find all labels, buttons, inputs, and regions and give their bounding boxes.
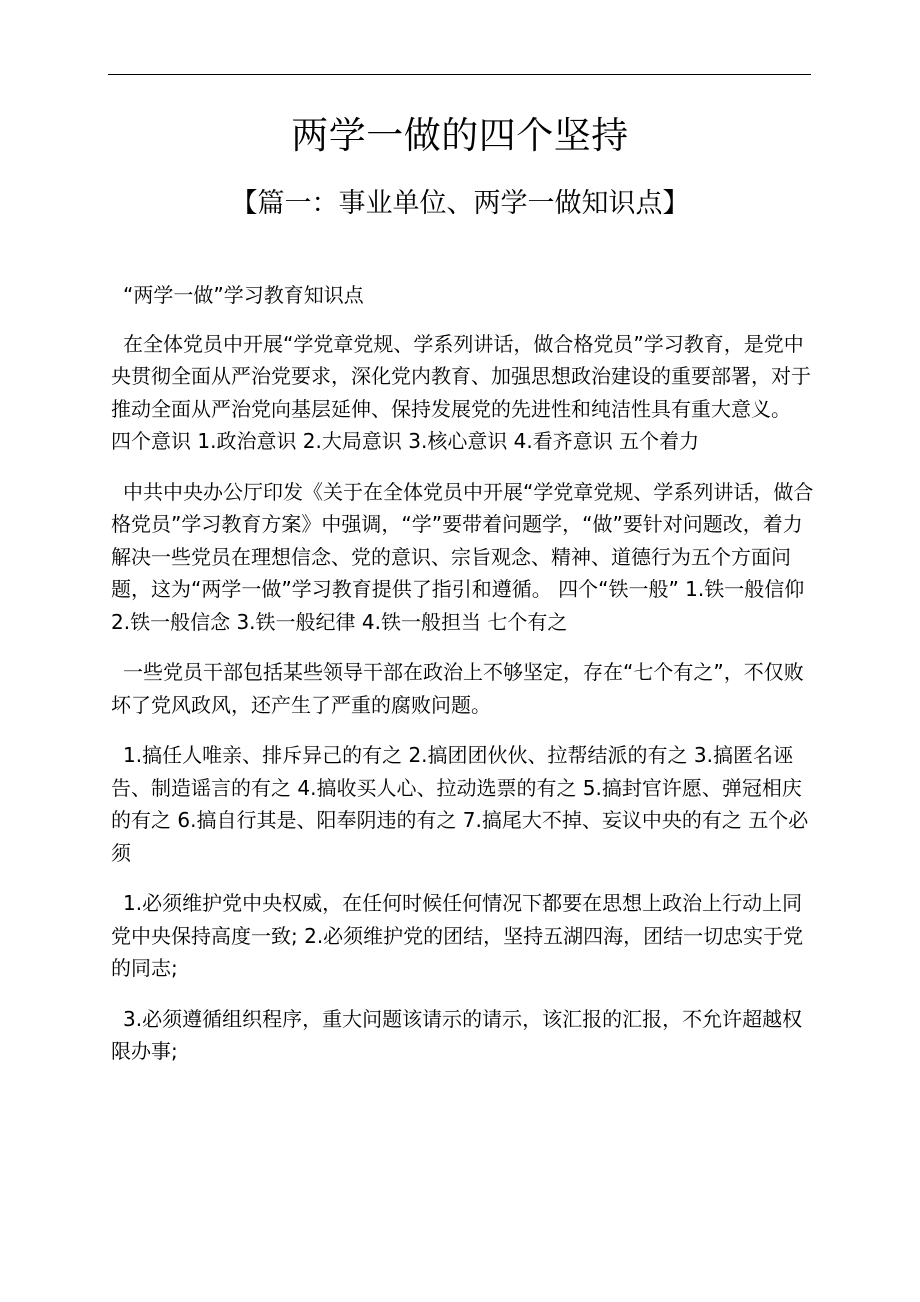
paragraph-must-1-2: 1.必须维护党中央权威，在任何时候任何情况下都要在思想上政治上行动上同党中央保持高度一致; 2.必须维护党的团结，坚持五湖四海，团结一切忠实于党的同志;	[111, 891, 804, 980]
document-subtitle: 【篇一：事业单位、两学一做知识点】	[230, 188, 690, 219]
paragraph-must-3: 3.必须遵循组织程序，重大问题该请示的请示，该汇报的汇报，不允许超越权限办事;	[111, 1006, 803, 1063]
paragraph-seven-intro: 一些党员干部包括某些领导干部在政治上不够坚定，存在“七个有之”，不仅败坏了党风政风，还产生了严重的腐败问题。	[111, 660, 804, 717]
paragraph-plan: 中共中央办公厅印发《关于在全体党员中开展“学党章党规、学系列讲话，做合格党员”学习教育方案》中强调，“学”要带着问题学，“做”要针对问题改，着力解决一些党员在理想信念、党的意识、宗旨观念、精神、道德行为五个方面问题，这为“两学一做”学习教育提供了指引和遵循。 四个“铁一般” 1.铁一般信仰 2.铁一般信念 3.铁一般纪律 4.铁一般担当 七个有之	[111, 479, 814, 634]
header-rule	[108, 74, 811, 75]
document-title: 两学一做的四个坚持	[291, 114, 629, 157]
paragraph-seven-list: 1.搞任人唯亲、排斥异己的有之 2.搞团团伙伙、拉帮结派的有之 3.搞匿名诬告、制造谣言的有之 4.搞收买人心、拉动选票的有之 5.搞封官许愿、弹冠相庆的有之 6.搞自行其是、阳奉阴违的有之 7.搞尾大不掉、妄议中央的有之 五个必须	[111, 743, 809, 865]
document-body	[111, 279, 817, 1086]
section-heading: “两学一做”学习教育知识点	[123, 283, 364, 307]
paragraph-intro: 在全体党员中开展“学党章党规、学系列讲话，做合格党员”学习教育，是党中央贯彻全面从严治党要求，深化党内教育、加强思想政治建设的重要部署，对于推动全面从严治党向基层延伸、保持发展党的先进性和纯洁性具有重大意义。 四个意识 1.政治意识 2.大局意识 3.核心意识 4.看齐意识 五个着力	[111, 331, 811, 453]
